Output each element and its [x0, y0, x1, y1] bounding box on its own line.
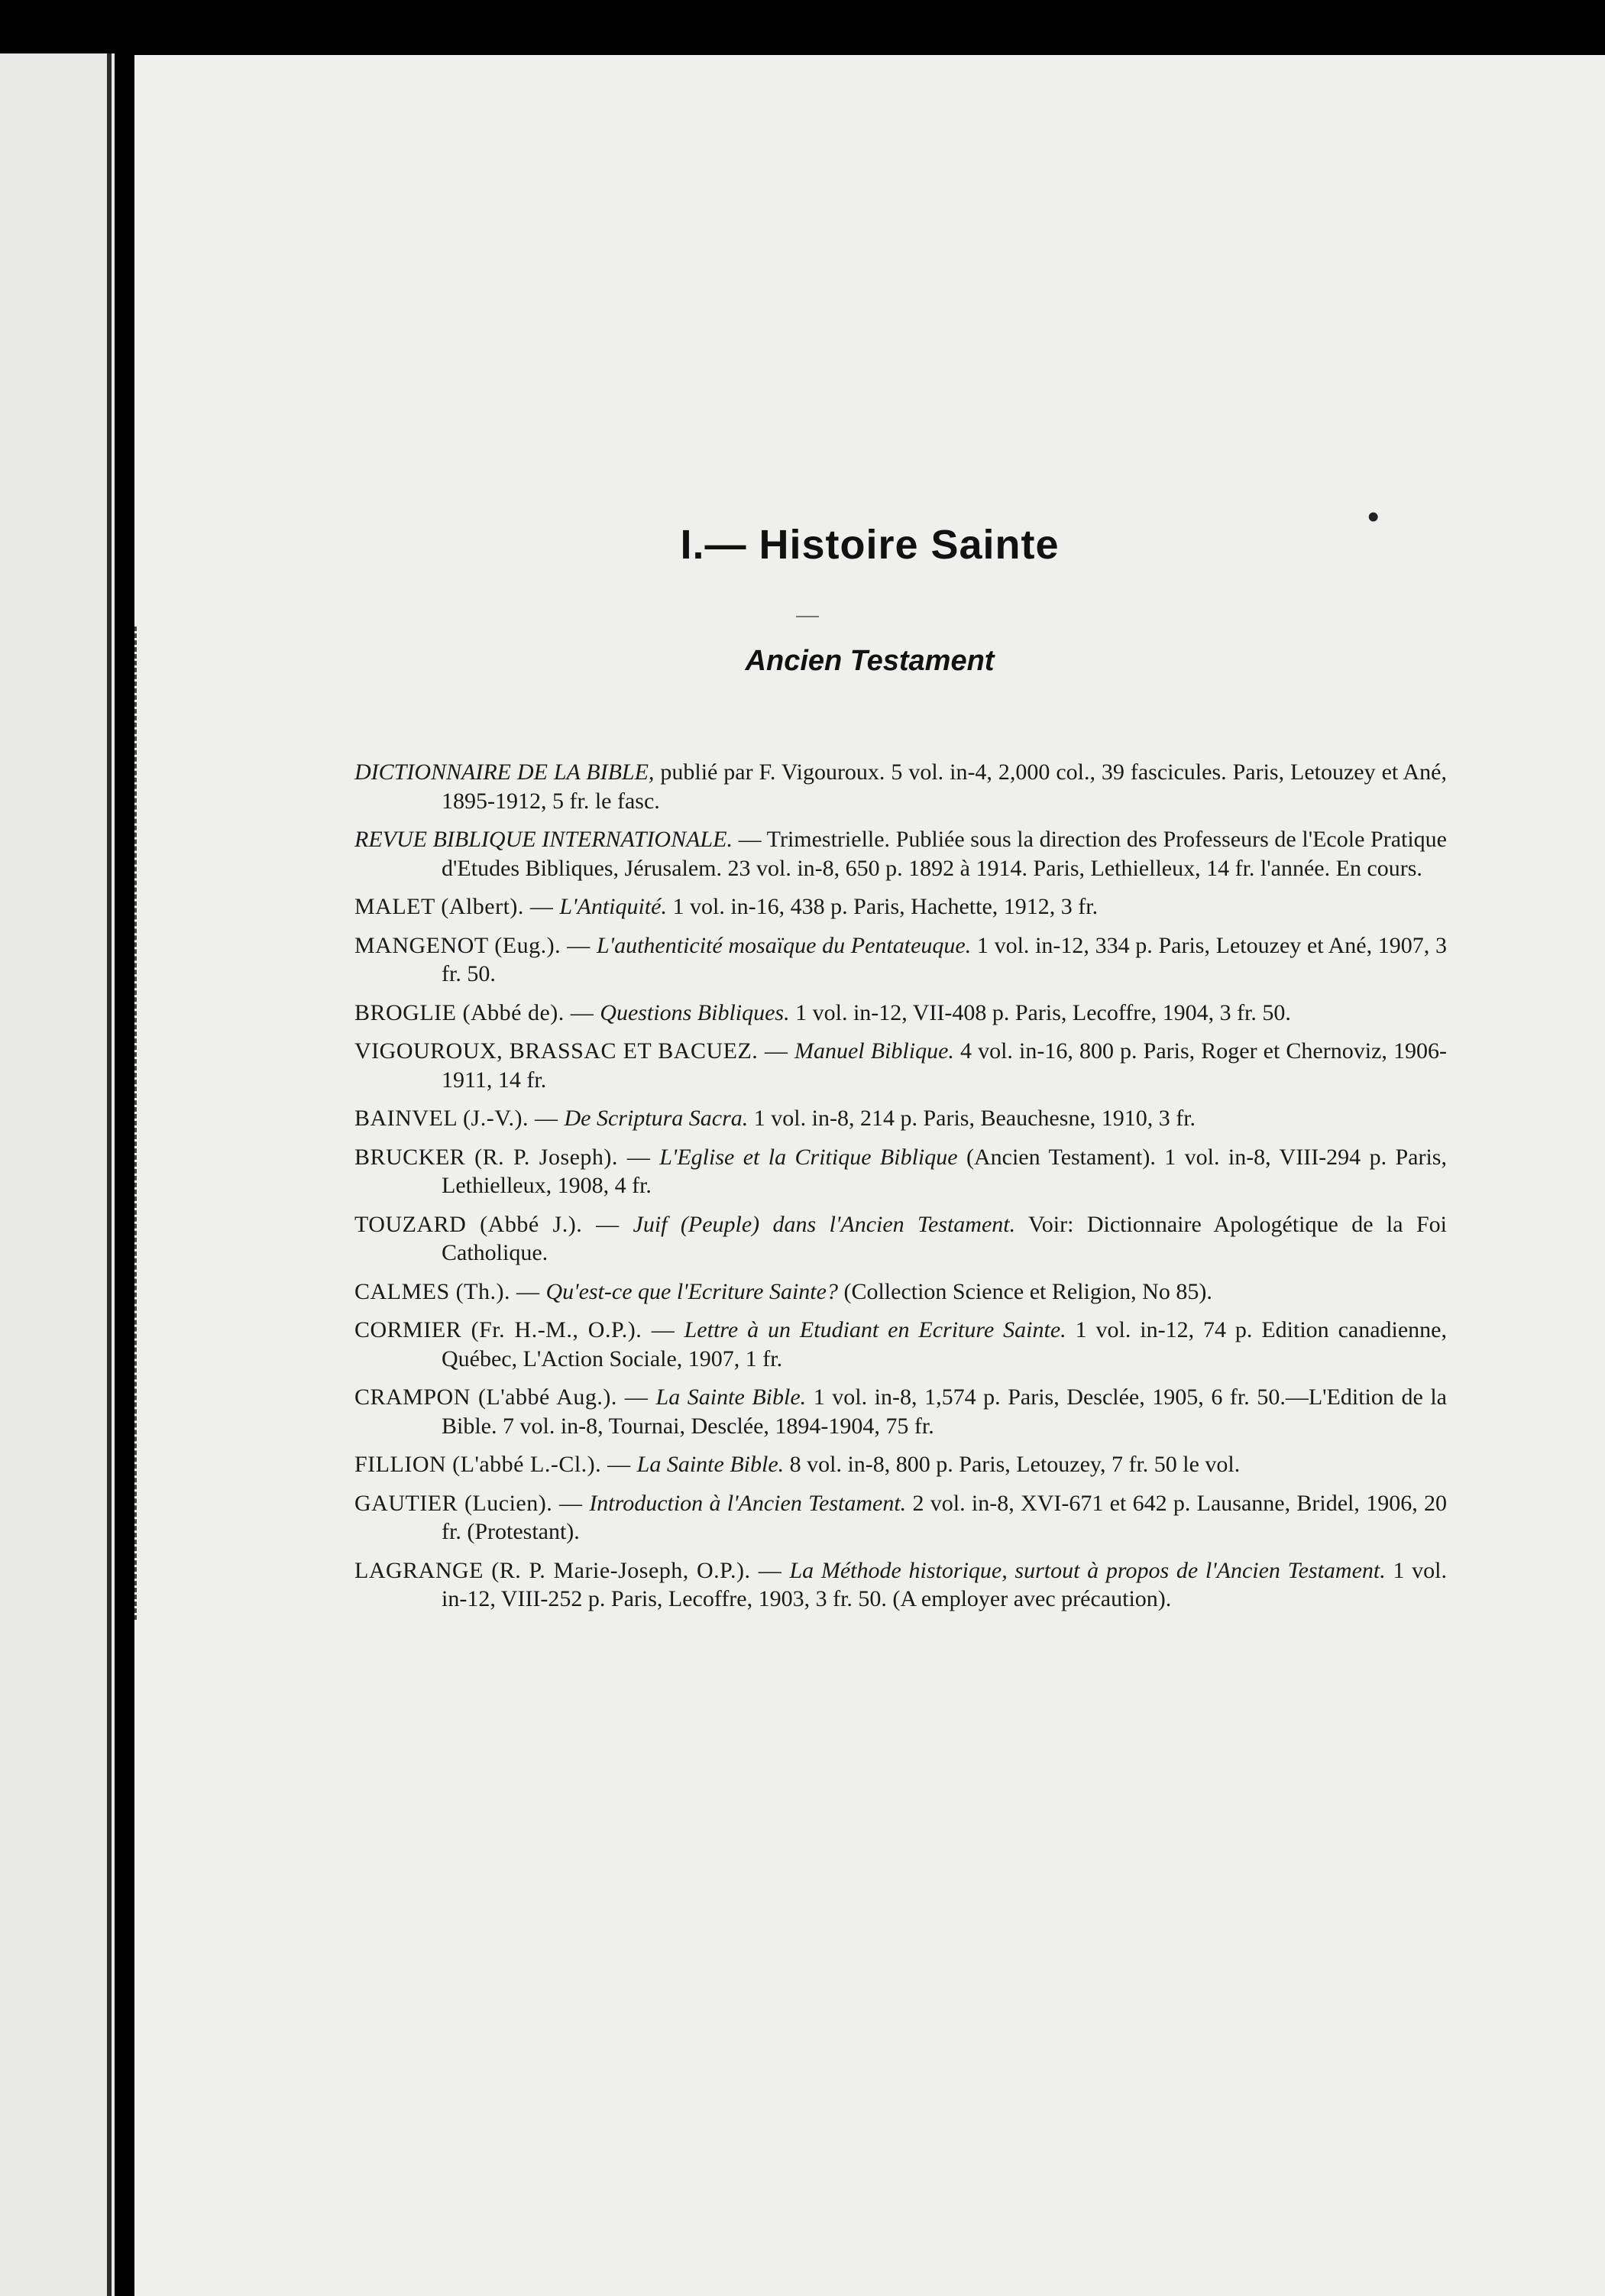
- entry-author: BAINVEL (J.-V.). —: [354, 1106, 565, 1131]
- bibliography-entry: [354, 1383, 1447, 1440]
- entry-author: FILLION (L'abbé L.-Cl.). —: [354, 1452, 637, 1477]
- bibliography-entry: [354, 1210, 1447, 1268]
- entry-details: 1 vol. in-8, 214 p. Paris, Beauchesne, 1910, 3 fr.: [748, 1106, 1196, 1131]
- entry-title: Juif (Peuple) dans l'Ancien Testament.: [633, 1211, 1016, 1237]
- bibliography-entry: [354, 1037, 1447, 1094]
- entry-title: Questions Bibliques.: [600, 999, 790, 1025]
- heading-divider: [796, 616, 819, 617]
- entry-title: DICTIONNAIRE DE LA BIBLE,: [354, 759, 655, 785]
- entry-details: 1 vol. in-8, 1,574 p. Paris, Desclée, 1905, 6 fr. 50.—L'Edition de la Bible. 7 vol. in-8, Tournai, Desclée, 1894-1904, 75 fr.: [442, 1384, 1447, 1439]
- bibliography-entry: [354, 1316, 1447, 1373]
- entry-title: La Sainte Bible.: [655, 1384, 807, 1410]
- entry-author: MANGENOT (Eug.). —: [354, 932, 597, 958]
- bibliography-entry: [354, 1104, 1447, 1133]
- entry-title: L'Antiquité.: [559, 894, 667, 919]
- bibliography-entry: [354, 892, 1447, 921]
- entry-details: 1 vol. in-12, 74 p. Edition canadienne, Québec, L'Action Sociale, 1907, 1 fr.: [442, 1317, 1447, 1371]
- bibliography-list: [354, 758, 1447, 1624]
- page-gutter: [107, 53, 112, 2296]
- entry-author: GAUTIER (Lucien). —: [354, 1490, 590, 1516]
- entry-title: Lettre à un Etudiant en Ecriture Sainte.: [684, 1317, 1066, 1342]
- entry-details: 4 vol. in-16, 800 p. Paris, Roger et Chernoviz, 1906-1911, 14 fr.: [442, 1038, 1447, 1093]
- entry-title: La Méthode historique, surtout à propos de l'Ancien Testament.: [789, 1557, 1386, 1583]
- entry-title: Qu'est-ce que l'Ecriture Sainte?: [545, 1278, 838, 1304]
- bibliography-entry: [354, 999, 1447, 1028]
- entry-title: L'Eglise et la Critique Biblique: [659, 1144, 958, 1170]
- entry-author: VIGOUROUX, BRASSAC ET BACUEZ. —: [354, 1038, 794, 1064]
- bibliography-entry: [354, 825, 1447, 882]
- entry-details: 1 vol. in-12, VII-408 p. Paris, Lecoffre, 1904, 3 fr. 50.: [789, 999, 1291, 1025]
- facing-page-edge: [0, 53, 115, 2296]
- entry-title: Introduction à l'Ancien Testament.: [589, 1490, 907, 1516]
- entry-title: L'authenticité mosaïque du Pentateuque.: [596, 932, 972, 958]
- entry-details: publié par F. Vigouroux. 5 vol. in-4, 2,000 col., 39 fascicules. Paris, Letouzey et Ané, 1895-1912, 5 fr. le fasc.: [442, 759, 1447, 814]
- section-heading: I.— Histoire Sainte: [680, 522, 1060, 568]
- entry-details: 2 vol. in-8, XVI-671 et 642 p. Lausanne, Bridel, 1906, 20 fr. (Protestant).: [442, 1490, 1447, 1544]
- subsection-heading: Ancien Testament: [745, 645, 995, 677]
- bibliography-entry: [354, 1450, 1447, 1479]
- entry-details: (Collection Science et Religion, No 85).: [837, 1278, 1212, 1304]
- entry-details: 8 vol. in-8, 800 p. Paris, Letouzey, 7 fr. 50 le vol.: [784, 1452, 1241, 1477]
- entry-details: — Trimestrielle. Publiée sous la direction des Professeurs de l'Ecole Pratique d'Etudes Bibliques, Jérusalem. 23 vol. in-8, 650 p. 1892 à 1914. Paris, Lethielleux, 14 fr. l'année. En cours.: [442, 827, 1447, 881]
- entry-author: BROGLIE (Abbé de). —: [354, 999, 600, 1025]
- bibliography-entry: [354, 1143, 1447, 1200]
- entry-details: (Ancien Testament). 1 vol. in-8, VIII-294 p. Paris, Lethielleux, 1908, 4 fr.: [442, 1144, 1447, 1198]
- entry-author: BRUCKER (R. P. Joseph). —: [354, 1144, 660, 1170]
- entry-title: REVUE BIBLIQUE INTERNATIONALE.: [354, 827, 733, 852]
- bibliography-entry: [354, 758, 1447, 815]
- entry-title: Manuel Biblique.: [794, 1038, 954, 1064]
- bibliography-entry: [354, 931, 1447, 989]
- entry-author: CALMES (Th.). —: [354, 1278, 546, 1304]
- entry-author: TOUZARD (Abbé J.). —: [354, 1211, 633, 1237]
- entry-author: LAGRANGE (R. P. Marie-Joseph, O.P.). —: [354, 1557, 790, 1583]
- entry-details: 1 vol. in-12, 334 p. Paris, Letouzey et Ané, 1907, 3 fr. 50.: [442, 932, 1447, 986]
- bibliography-entry: [354, 1489, 1447, 1546]
- entry-author: CORMIER (Fr. H.-M., O.P.). —: [354, 1317, 684, 1342]
- stray-mark: •: [1367, 498, 1380, 536]
- entry-author: CRAMPON (L'abbé Aug.). —: [354, 1384, 656, 1410]
- entry-details: Voir: Dictionnaire Apologétique de la Foi Catholique.: [442, 1211, 1447, 1265]
- binding-marks: [134, 627, 143, 1620]
- bibliography-entry: [354, 1278, 1447, 1307]
- entry-author: MALET (Albert). —: [354, 894, 560, 919]
- entry-details: 1 vol. in-12, VIII-252 p. Paris, Lecoffre, 1903, 3 fr. 50. (A employer avec précaution).: [442, 1557, 1447, 1611]
- bibliography-entry: [354, 1556, 1447, 1614]
- entry-title: De Scriptura Sacra.: [564, 1106, 749, 1131]
- entry-title: La Sainte Bible.: [636, 1452, 785, 1477]
- book-page: [134, 55, 1605, 2296]
- entry-details: 1 vol. in-16, 438 p. Paris, Hachette, 1912, 3 fr.: [667, 894, 1099, 919]
